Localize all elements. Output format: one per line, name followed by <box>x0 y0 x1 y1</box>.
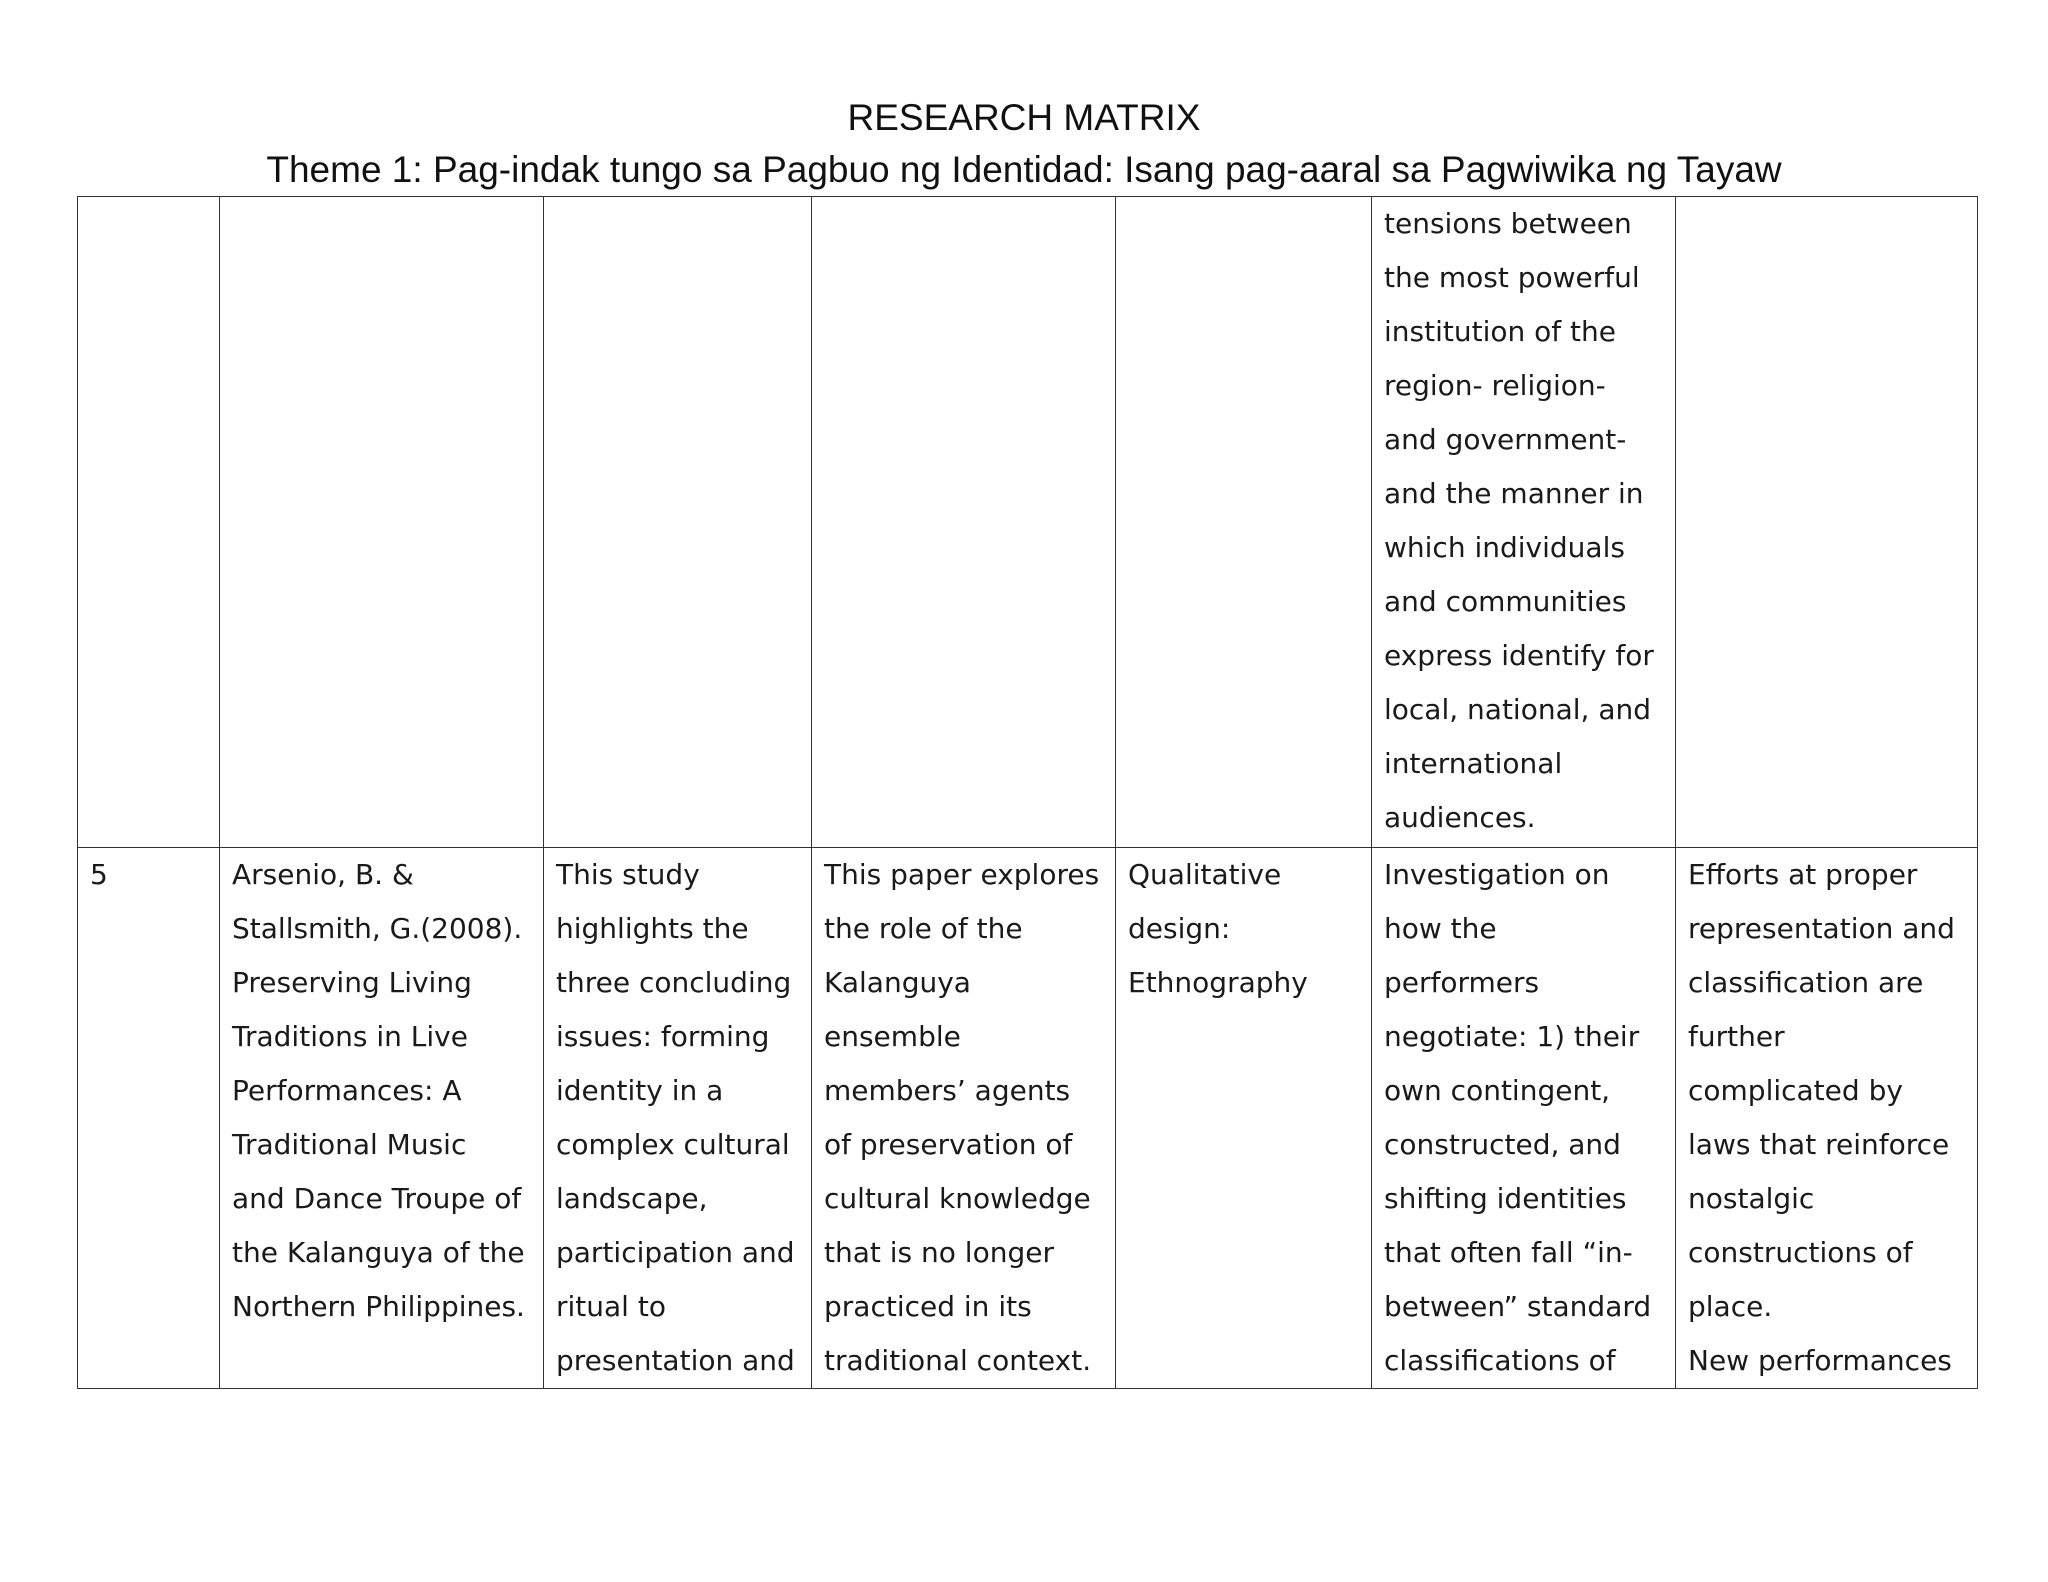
cell-text-line: that often fall “in- <box>1384 1236 1633 1269</box>
table-cell-method <box>1116 848 1372 1389</box>
cell-text-line: traditional context. <box>824 1344 1092 1377</box>
cell-text-line: nostalgic <box>1688 1182 1815 1215</box>
cell-text-line: institution of the <box>1384 315 1616 348</box>
cell-text-line: between” standard <box>1384 1290 1652 1323</box>
cell-text-line: how the <box>1384 912 1497 945</box>
table-cell-number <box>78 848 220 1389</box>
cell-text-line: Arsenio, B. & <box>232 858 414 891</box>
cell-text-line: Efforts at proper <box>1688 858 1918 891</box>
cell-text-line: cultural knowledge <box>824 1182 1091 1215</box>
table-cell-number <box>78 197 220 848</box>
document-title: RESEARCH MATRIX <box>847 97 1201 138</box>
cell-text-line: Qualitative <box>1128 858 1282 891</box>
cell-text-line: participation and <box>556 1236 795 1269</box>
cell-text-line: that is no longer <box>824 1236 1054 1269</box>
table-cell-focus <box>1372 197 1676 848</box>
table-cell-citation <box>220 197 544 848</box>
cell-text-line: Performances: A <box>232 1074 462 1107</box>
cell-text-line: members’ agents <box>824 1074 1071 1107</box>
cell-text-line: identity in a <box>556 1074 724 1107</box>
table-row <box>78 197 1978 848</box>
cell-text-line: ritual to <box>556 1290 666 1323</box>
cell-text-line: laws that reinforce <box>1688 1128 1950 1161</box>
cell-text-line: Traditional Music <box>232 1128 467 1161</box>
cell-text-line: practiced in its <box>824 1290 1032 1323</box>
cell-text-line: the role of the <box>824 912 1023 945</box>
cell-text-line: negotiate: 1) their <box>1384 1020 1640 1053</box>
cell-text-line: highlights the <box>556 912 749 945</box>
cell-text-line: complicated by <box>1688 1074 1903 1107</box>
cell-text-line: classifications of <box>1384 1344 1616 1377</box>
cell-text-line: audiences. <box>1384 801 1536 834</box>
cell-text-line: tensions between <box>1384 207 1632 240</box>
cell-text-line: and Dance Troupe of <box>232 1182 522 1215</box>
cell-text-line: Ethnography <box>1128 966 1308 999</box>
cell-text-line: classification are <box>1688 966 1924 999</box>
cell-text-line: issues: forming <box>556 1020 770 1053</box>
cell-text-line: complex cultural <box>556 1128 790 1161</box>
cell-text-line: Investigation on <box>1384 858 1610 891</box>
cell-text-line: region- religion- <box>1384 369 1606 402</box>
table-cell-summary <box>544 197 812 848</box>
cell-text-line: design: <box>1128 912 1231 945</box>
table-cell-citation <box>220 848 544 1389</box>
cell-text-line: the Kalanguya of the <box>232 1236 525 1269</box>
table-cell-focus <box>1372 848 1676 1389</box>
cell-text-line: the most powerful <box>1384 261 1640 294</box>
table-cell-objective <box>812 848 1116 1389</box>
table-cell-summary <box>544 848 812 1389</box>
cell-text-line: This study <box>556 858 700 891</box>
table-cell-findings <box>1676 197 1978 848</box>
cell-text-line: Traditions in Live <box>232 1020 468 1053</box>
research-matrix-table <box>77 196 1978 1389</box>
cell-text-line: constructed, and <box>1384 1128 1621 1161</box>
table-cell-method <box>1116 197 1372 848</box>
cell-text-line: constructions of <box>1688 1236 1913 1269</box>
cell-text-line: New performances <box>1688 1344 1952 1377</box>
cell-text-line: Stallsmith, G.(2008). <box>232 912 523 945</box>
cell-text-line: This paper explores <box>824 858 1100 891</box>
cell-text-line: Northern Philippines. <box>232 1290 525 1323</box>
cell-text-line: three concluding <box>556 966 792 999</box>
table-row <box>78 848 1978 1389</box>
cell-text-line: landscape, <box>556 1182 708 1215</box>
cell-text-line: of preservation of <box>824 1128 1073 1161</box>
cell-text-line: and government- <box>1384 423 1627 456</box>
cell-text-line: ensemble <box>824 1020 961 1053</box>
document-subtitle: Theme 1: Pag-indak tungo sa Pagbuo ng Identidad: Isang pag-aaral sa Pagwiwika ng Tayaw <box>266 149 1782 190</box>
cell-text-line: and communities <box>1384 585 1627 618</box>
cell-text-line: shifting identities <box>1384 1182 1627 1215</box>
cell-text-line: own contingent, <box>1384 1074 1611 1107</box>
cell-text-line: express identify for <box>1384 639 1654 672</box>
cell-text-line: presentation and <box>556 1344 795 1377</box>
table-cell-findings <box>1676 848 1978 1389</box>
cell-text-line: local, national, and <box>1384 693 1651 726</box>
table-cell-objective <box>812 197 1116 848</box>
cell-text-line: representation and <box>1688 912 1955 945</box>
cell-text-line: Kalanguya <box>824 966 971 999</box>
cell-text-line: which individuals <box>1384 531 1625 564</box>
cell-text-line: place. <box>1688 1290 1773 1323</box>
cell-text-line: further <box>1688 1020 1785 1053</box>
cell-text-line: performers <box>1384 966 1540 999</box>
cell-text-line: and the manner in <box>1384 477 1644 510</box>
cell-text-line: Preserving Living <box>232 966 472 999</box>
cell-text-line: 5 <box>90 858 108 891</box>
cell-text-line: international <box>1384 747 1563 780</box>
